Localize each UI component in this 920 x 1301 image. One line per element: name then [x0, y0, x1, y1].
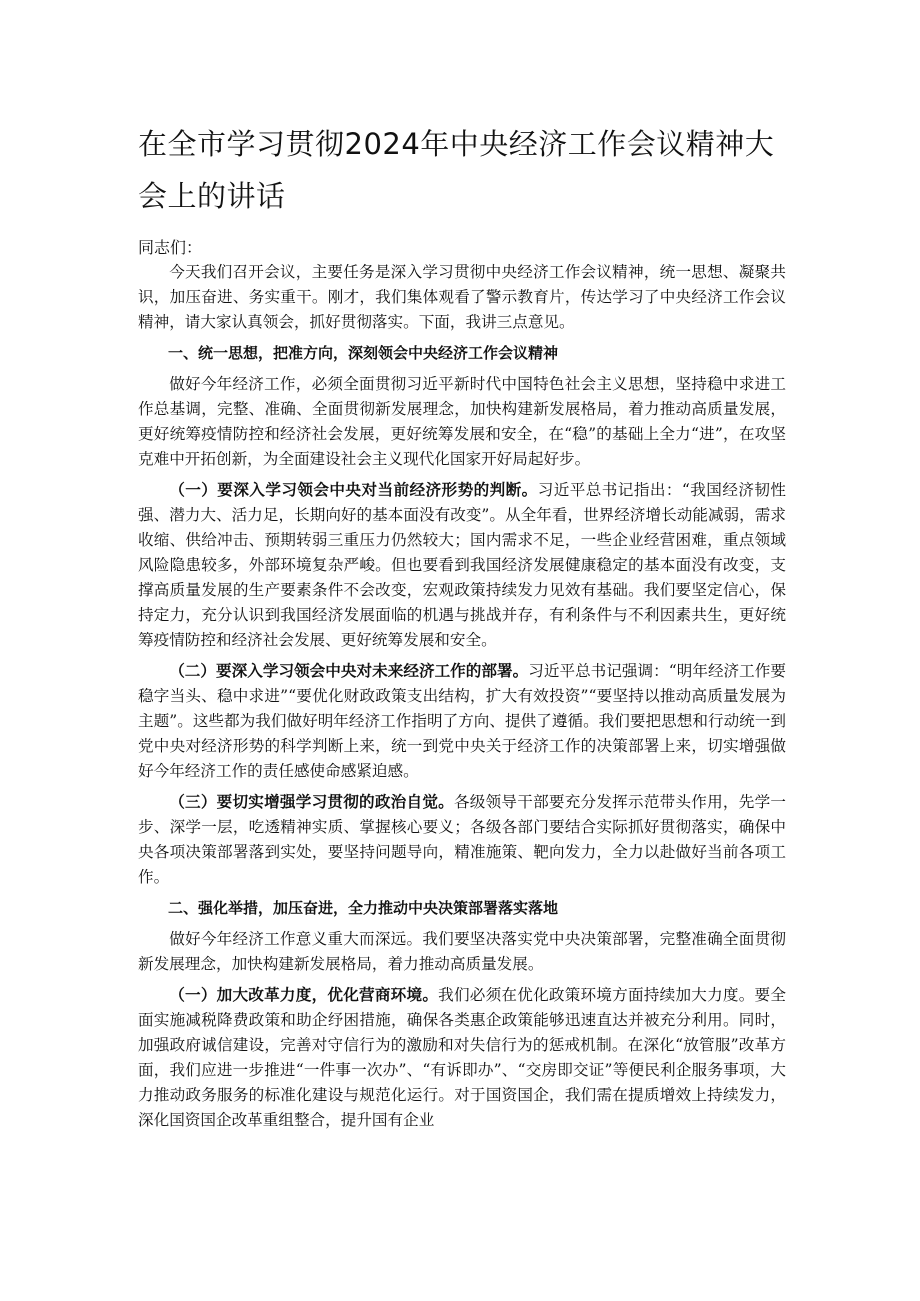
- intro-paragraph: 今天我们召开会议，主要任务是深入学习贯彻中央经济工作会议精神，统一思想、凝聚共识，加压奋进、务实重干。刚才，我们集体观看了警示教育片，传达学习了中央经济工作会议精神，请大家认真领会，抓好贯彻落实。下面，我讲三点意见。: [138, 263, 786, 331]
- section-1-sub-3-text: 各级领导干部要充分发挥示范带头作用，先学一步、深学一层，吃透精神实质、掌握核心要义；各级各部门要结合实际抓好贯彻落实，确保中央各项决策部署落到实处，要坚持问题导向，精准施策、靶向发力，全力以赴做好当前各项工作。: [138, 793, 786, 886]
- section-1-sub-3: [138, 790, 786, 890]
- section-1-sub-2-text: 习近平总书记强调：“明年经济工作要稳字当头、稳中求进”“要优化财政政策支出结构，扩大有效投资”“要坚持以推动高质量发展为主题”。这些都为我们做好明年经济工作指明了方向、提供了遵循。我们要把思想和行动统一到党中央对经济形势的科学判断上来，统一到党中央关于经济工作的决策部署上来，切实增强做好今年经济工作的责任感使命感紧迫感。: [138, 662, 786, 780]
- section-1-sub-3-lead: （三）要切实增强学习贯彻的政治自觉。: [169, 793, 454, 811]
- section-2-sub-1-text: 我们必须在优化政策环境方面持续加大力度。要全面实施减税降费政策和助企纾困措施，确保各类惠企政策能够迅速直达并被充分利用。同时，加强政府诚信建设，完善对守信行为的激励和对失信行为的惩戒机制。在深化“放管服”改革方面，我们应进一步推进“一件事一次办”、“有诉即办”、“交房即交证”等便民利企服务事项，大力推动政务服务的标准化建设与规范化运行。对于国资国企，我们需在提质增效上持续发力，深化国资国企改革重组整合，提升国有企业: [138, 986, 786, 1129]
- section-1-sub-1-text: 习近平总书记指出：“我国经济韧性强、潜力大、活力足，长期向好的基本面没有改变”。从全年看，世界经济增长动能减弱，需求收缩、供给冲击、预期转弱三重压力仍然较大；国内需求不足，一些企业经营困难，重点领域风险隐患较多，外部环境复杂严峻。但也要看到我国经济发展健康稳定的基本面没有改变，支撑高质量发展的生产要素条件不会改变，宏观政策持续发力见效有基础。我们要坚定信心，保持定力，充分认识到我国经济发展面临的机遇与挑战并存，有利条件与不利因素共生，更好统筹疫情防控和经济社会发展、更好统筹发展和安全。: [138, 481, 786, 649]
- section-1-sub-1: [138, 478, 786, 653]
- section-2-sub-1: [138, 983, 786, 1133]
- section-2-heading: 二、强化举措，加压奋进，全力推动中央决策部署落实落地: [168, 899, 559, 917]
- section-1-sub-2-lead: （二）要深入学习领会中央对未来经济工作的部署。: [169, 662, 529, 680]
- salutation: 同志们：: [138, 238, 203, 257]
- section-1-heading: 一、统一思想，把准方向，深刻领会中央经济工作会议精神: [168, 344, 559, 362]
- section-1-sub-2: [138, 659, 786, 784]
- section-1-sub-1-lead: （一）要深入学习领会中央对当前经济形势的判断。: [169, 481, 538, 499]
- section-2-body: 做好今年经济工作意义重大而深远。我们要坚决落实党中央决策部署，完整准确全面贯彻新发展理念，加快构建新发展格局，着力推动高质量发展。: [138, 930, 786, 973]
- document-page: [138, 118, 786, 1139]
- section-1-body: 做好今年经济工作，必须全面贯彻习近平新时代中国特色社会主义思想，坚持稳中求进工作总基调，完整、准确、全面贯彻新发展理念，加快构建新发展格局，着力推动高质量发展，更好统筹疫情防控和经济社会发展，更好统筹发展和安全，在“稳”的基础上全力“进”，在攻坚克难中开拓创新，为全面建设社会主义现代化国家开好局起好步。: [138, 375, 786, 468]
- section-2-sub-1-lead: （一）加大改革力度，优化营商环境。: [169, 986, 439, 1004]
- document-title: 在全市学习贯彻2024年中央经济工作会议精神大会上的讲话: [138, 127, 775, 213]
